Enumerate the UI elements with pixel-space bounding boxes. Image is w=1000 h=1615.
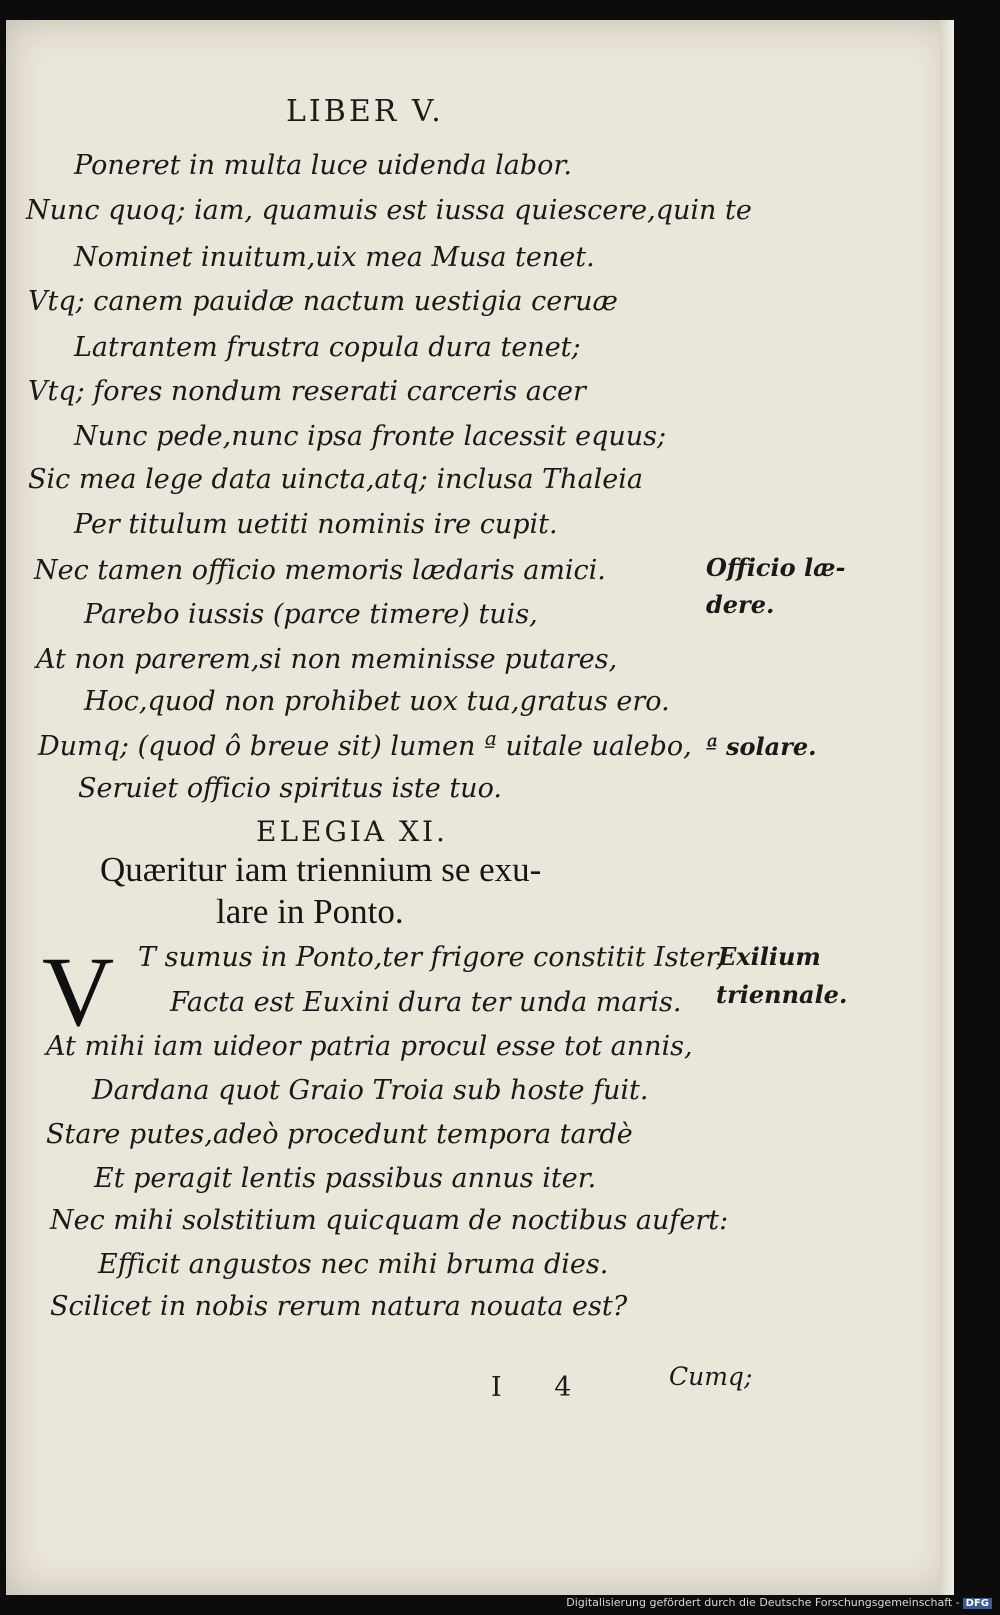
- verse-line: Nunc quoq; iam, quamuis est iussa quiescere,quin te: [26, 195, 752, 226]
- verse-line: Dardana quot Graio Troia sub hoste fuit.: [92, 1075, 649, 1106]
- marginal-note: dere.: [706, 590, 775, 619]
- verse-line: Nec mihi solstitium quicquam de noctibus aufert:: [50, 1205, 729, 1236]
- verse-line: Parebo iussis (parce timere) tuis,: [84, 599, 538, 630]
- credit-text: Digitalisierung gefördert durch die Deutsche Forschungsgemeinschaft -: [566, 1596, 960, 1609]
- verse-line: At mihi iam uideor patria procul esse tot annis,: [46, 1031, 693, 1062]
- verse-line: Et peragit lentis passibus annus iter.: [94, 1163, 597, 1194]
- verse-line: Nec tamen officio memoris lædaris amici.: [34, 555, 606, 586]
- verse-line: Poneret in multa luce uidenda labor.: [74, 150, 572, 181]
- marginal-note: Officio læ-: [706, 553, 846, 582]
- verse-line: Efficit angustos nec mihi bruma dies.: [98, 1249, 609, 1280]
- signature-mark: I 4: [491, 1372, 594, 1403]
- verse-line: Sic mea lege data uincta,atq; inclusa Thaleia: [28, 464, 643, 495]
- verse-line: Vtq; fores nondum reserati carceris acer: [28, 376, 586, 407]
- verse-line: Seruiet officio spiritus iste tuo.: [78, 773, 502, 804]
- verse-line: Nominet inuitum,uix mea Musa tenet.: [74, 242, 595, 273]
- drop-cap: V: [42, 936, 115, 1047]
- digitization-credit: [566, 1596, 992, 1609]
- marginal-note: Exilium: [718, 942, 821, 971]
- verse-line: Stare putes,adeò procedunt tempora tardè: [46, 1119, 633, 1150]
- verse-line: At non parerem,si non meminisse putares,: [36, 644, 618, 675]
- book-page: [6, 20, 954, 1595]
- elegy-subheading: Quæritur iam triennium se exu-: [100, 850, 542, 889]
- marginal-note: triennale.: [716, 980, 848, 1009]
- catchword: Cumq;: [669, 1362, 753, 1391]
- verse-line: Hoc,quod non prohibet uox tua,gratus ero.: [84, 686, 670, 717]
- elegy-subheading: lare in Ponto.: [216, 892, 404, 931]
- verse-line: Dumq; (quod ô breue sit) lumen ª uitale ualebo,: [38, 731, 692, 762]
- verse-line: Nunc pede,nunc ipsa fronte lacessit equus;: [74, 421, 667, 452]
- verse-line: Scilicet in nobis rerum natura nouata est?: [50, 1291, 628, 1322]
- verse-line: Facta est Euxini dura ter unda maris.: [170, 987, 682, 1018]
- elegy-heading: ELEGIA XI.: [256, 815, 448, 848]
- marginal-note: ª solare.: [706, 732, 817, 761]
- verse-line: Latrantem frustra copula dura tenet;: [74, 332, 581, 363]
- running-head: LIBER V.: [286, 94, 444, 129]
- verse-line: T sumus in Ponto,ter frigore constitit Ister,: [138, 942, 725, 973]
- verse-line: Per titulum uetiti nominis ire cupit.: [74, 509, 558, 540]
- verse-line: Vtq; canem pauidæ nactum uestigia ceruæ: [28, 286, 618, 317]
- dfg-logo: DFG: [963, 1598, 992, 1609]
